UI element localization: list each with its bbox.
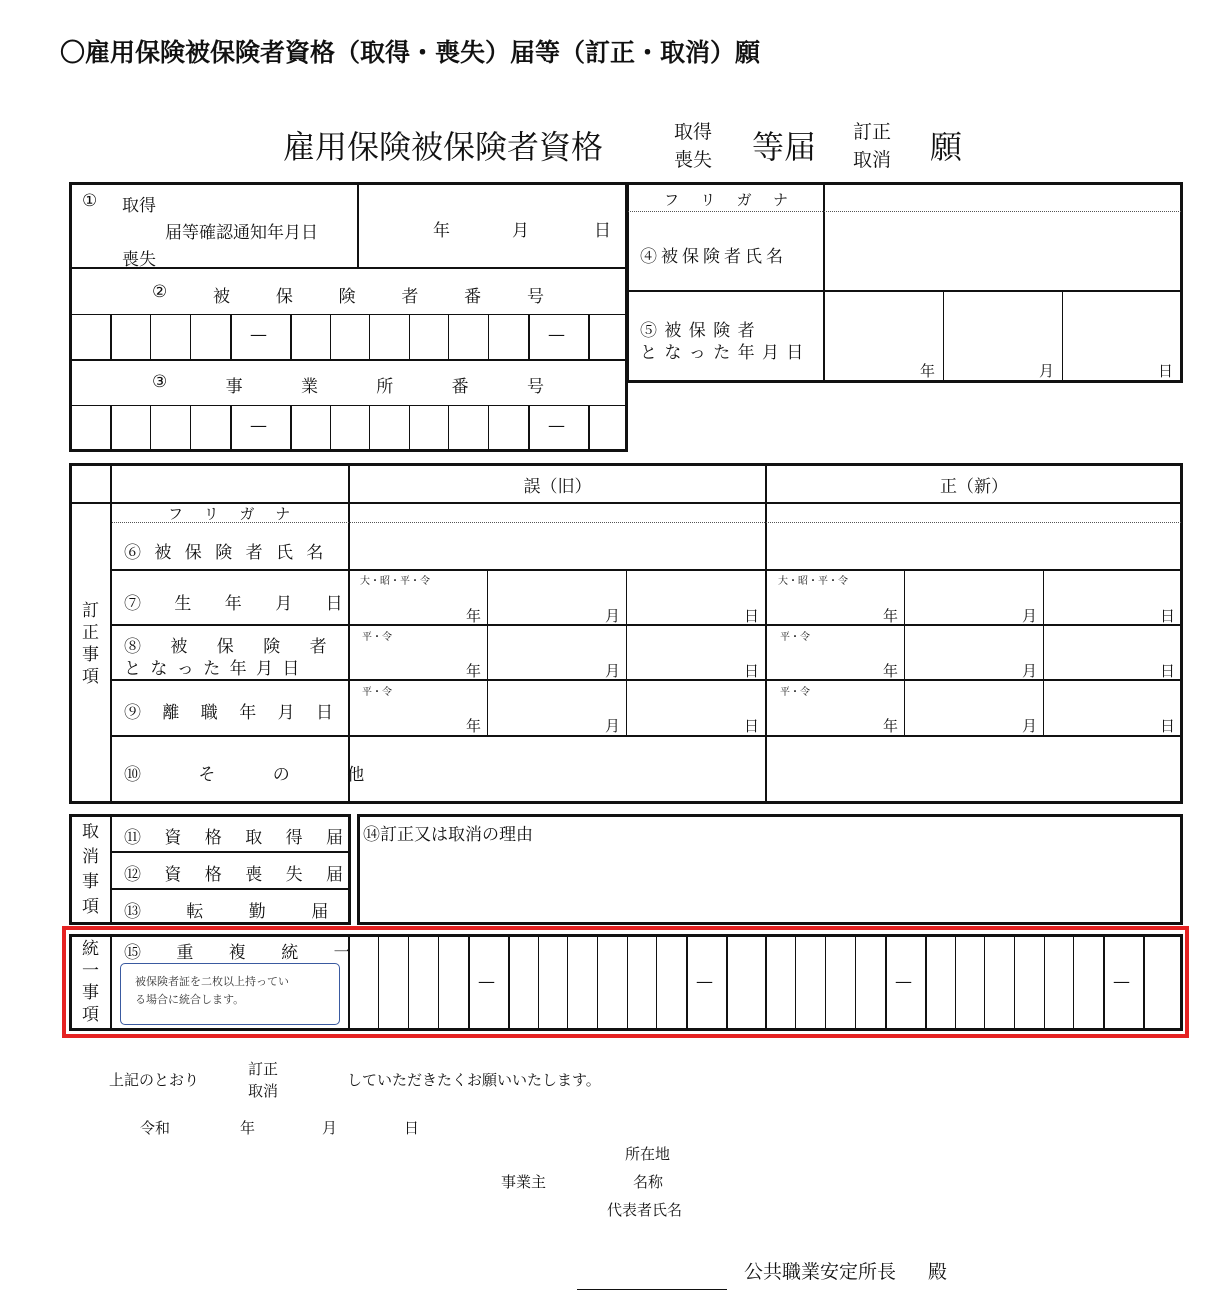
item9-day-old: 日 (744, 717, 760, 735)
item2-dash-2: — (548, 325, 565, 345)
item1-number: ① (82, 191, 98, 211)
item7-era-old: 大・昭・平・令 (360, 576, 430, 587)
item8-day-old: 日 (744, 662, 760, 680)
document-heading: 〇雇用保険被保険者資格（取得・喪失）届等（訂正・取消）願 (60, 38, 761, 67)
item2-label: ② 被 保 険 者 番 号 (152, 282, 544, 307)
item1-month: 月 (512, 221, 529, 241)
item9-year-old: 年 (466, 717, 482, 735)
unify-new-dash-1: — (895, 972, 912, 992)
item8-era-old: 平・令 (362, 632, 392, 643)
item9-month-new: 月 (1022, 717, 1038, 735)
item5-label-1: ⑤ 被 保 険 者 (640, 321, 756, 341)
item9-year-new: 年 (883, 717, 899, 735)
title-request: 願 (930, 128, 963, 166)
item11-label: ⑪ 資 格 取 得 届 (124, 828, 353, 848)
item6-label: ⑥ 被 保 険 者 氏 名 (124, 543, 328, 563)
item8-label-2: と な っ た 年 月 日 (124, 659, 302, 679)
title-option-lose: 喪失 (674, 149, 713, 171)
cancellation-side-label: 取 消 事 項 (82, 822, 99, 917)
item4-label: ④被保険者氏名 (640, 247, 787, 267)
item5-year: 年 (920, 362, 936, 380)
unification-note-line2: る場合に統合します。 (135, 993, 245, 1006)
unify-new-dash-2: — (1113, 972, 1130, 992)
item7-month-new: 月 (1022, 607, 1038, 625)
col-correct-header: 正（新） (940, 476, 1008, 497)
form-title: 雇用保険被保険者資格 (283, 128, 604, 166)
furigana-label: フ リ ガ ナ (664, 191, 788, 209)
item5-label-2: と な っ た 年 月 日 (640, 343, 805, 363)
item13-label: ⑬ 転 勤 届 (124, 902, 349, 922)
item8-label-1: ⑧ 被 保 険 者 (124, 637, 339, 657)
item5-day: 日 (1158, 362, 1174, 380)
item1-day: 日 (594, 221, 611, 241)
section1-left-box (69, 182, 628, 452)
item7-label: ⑦ 生 年 月 日 (124, 594, 357, 614)
item8-month-new: 月 (1022, 662, 1038, 680)
unify-old-dash-2: — (696, 972, 713, 992)
item9-month-old: 月 (605, 717, 621, 735)
footer-month: 月 (322, 1119, 338, 1137)
item7-year-new: 年 (883, 607, 899, 625)
item3-label: ③ 事 業 所 番 号 (152, 372, 544, 397)
item15-label: ⑮ 重 複 統 一 (124, 943, 366, 963)
footer-address-label: 所在地 (625, 1145, 671, 1163)
item12-label: ⑫ 資 格 喪 失 届 (124, 865, 353, 885)
footer-option-correct: 訂正 (248, 1060, 279, 1078)
unification-side-label: 統 一 事 項 (82, 939, 99, 1025)
title-option-acquire: 取得 (674, 121, 713, 143)
title-option-cancel: 取消 (853, 149, 892, 171)
item3-dash-2: — (548, 416, 565, 436)
footer-honorific: 殿 (928, 1261, 948, 1283)
item7-month-old: 月 (605, 607, 621, 625)
footer-option-cancel: 取消 (248, 1082, 279, 1100)
item9-era-old: 平・令 (362, 687, 392, 698)
footer-era: 令和 (140, 1119, 171, 1137)
title-option-correct: 訂正 (853, 121, 892, 143)
item9-label: ⑨ 離 職 年 月 日 (124, 703, 342, 723)
footer-prefix: 上記のとおり (109, 1071, 200, 1089)
item7-era-new: 大・昭・平・令 (778, 576, 848, 587)
footer-name-label: 名称 (633, 1173, 664, 1191)
unification-note-line1: 被保険者証を二枚以上持ってい (135, 975, 289, 988)
footer-year: 年 (240, 1119, 256, 1137)
item1-lose: 喪失 (122, 250, 156, 270)
office-name-line (577, 1289, 727, 1290)
footer-request-text: していただきたくお願いいたします。 (347, 1071, 601, 1089)
item14-label: ⑭訂正又は取消の理由 (363, 825, 533, 845)
correction-side-label: 訂 正 事 項 (82, 601, 99, 687)
item8-month-old: 月 (605, 662, 621, 680)
item1-label: 届等確認通知年月日 (165, 223, 318, 243)
footer-representative-label: 代表者氏名 (607, 1201, 683, 1219)
footer-office-label: 公共職業安定所長 (744, 1261, 897, 1283)
unification-note (120, 963, 340, 1025)
item8-year-old: 年 (466, 662, 482, 680)
item1-acquire: 取得 (122, 196, 156, 216)
item3-dash-1: — (250, 416, 267, 436)
unify-old-dash-1: — (478, 972, 495, 992)
item9-day-new: 日 (1160, 717, 1176, 735)
title-notification: 等届 (752, 128, 817, 166)
footer-day: 日 (404, 1119, 420, 1137)
footer-employer-label: 事業主 (501, 1173, 547, 1191)
section2-furigana: フ リ ガ ナ (168, 505, 299, 523)
item9-era-new: 平・令 (780, 687, 810, 698)
col-wrong-header: 誤（旧） (523, 476, 592, 497)
item2-dash-1: — (250, 325, 267, 345)
item7-day-new: 日 (1160, 607, 1176, 625)
item8-day-new: 日 (1160, 662, 1176, 680)
item7-year-old: 年 (466, 607, 482, 625)
item8-year-new: 年 (883, 662, 899, 680)
item8-era-new: 平・令 (780, 632, 810, 643)
item7-day-old: 日 (744, 607, 760, 625)
item10-label: ⑩ そ の 他 (124, 765, 391, 785)
item5-month: 月 (1039, 362, 1055, 380)
item1-year: 年 (433, 221, 450, 241)
